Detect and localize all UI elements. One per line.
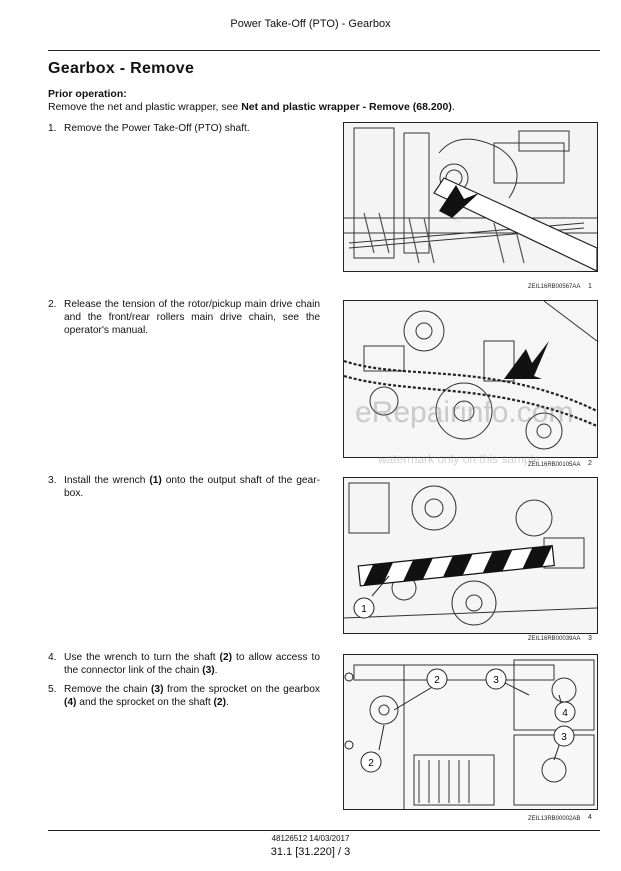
figure-1-number: 1 <box>588 283 592 290</box>
step-number: 1. <box>48 123 57 134</box>
watermark-note: watermark only on this sample <box>378 452 541 466</box>
callout-4: 4 <box>562 708 568 719</box>
figure-1-image <box>343 122 598 272</box>
figure-4-number: 4 <box>588 814 592 821</box>
figure-4-code: ZEIL13RB00002AB <box>528 816 581 822</box>
footer-doc: 48126512 14/03/2017 <box>271 834 350 843</box>
figure-2-number: 2 <box>588 460 592 467</box>
watermark-logo-text: eRepairinfo.com <box>355 396 574 429</box>
prior-label: Prior operation: <box>48 88 127 100</box>
step-number: 3. <box>48 475 57 486</box>
prior-text-after: . <box>451 101 455 113</box>
figure-2-image <box>343 300 598 458</box>
callout-2-top: 2 <box>434 675 440 686</box>
step-text: Install the wrench (1) onto the output shaft of the gear-box. <box>64 475 320 499</box>
callout-2-left: 2 <box>368 758 374 769</box>
step-text: Use the wrench to turn the shaft (2) to allow access to the connector link of the chain (3). <box>64 652 320 676</box>
figure-3-image <box>343 477 598 634</box>
step-2 <box>48 298 320 337</box>
figure-3-code: ZEIL16RB00039AA <box>528 636 581 642</box>
step-number: 2. <box>48 299 57 310</box>
callout-1: 1 <box>361 604 367 615</box>
step-4 <box>48 651 320 677</box>
figure-4-image <box>343 654 598 810</box>
step-1 <box>48 122 320 135</box>
header-rule <box>48 50 600 51</box>
callout-3-right: 3 <box>561 732 567 743</box>
prior-operation <box>48 88 455 114</box>
footer-rule <box>48 830 600 831</box>
prior-text-before: Remove the net and plastic wrapper, see <box>48 101 242 113</box>
callout-3-top: 3 <box>493 675 499 686</box>
step-number: 4. <box>48 652 57 663</box>
figure-1-code: ZEIL16RB00567AA <box>528 284 581 290</box>
figure-2-code: ZEIL16RB00105AA <box>528 462 581 468</box>
footer-page: 31.1 [31.220] / 3 <box>270 846 351 858</box>
step-text: Remove the Power Take-Off (PTO) shaft. <box>64 123 250 134</box>
prior-link[interactable]: Net and plastic wrapper - Remove (68.200) <box>241 101 452 113</box>
figure-3-number: 3 <box>588 635 592 642</box>
page-header: Power Take-Off (PTO) - Gearbox <box>230 18 391 30</box>
step-text: Remove the chain (3) from the sprocket on the gearbox (4) and the sprocket on the shaft (2). <box>64 684 320 708</box>
step-3 <box>48 474 320 500</box>
section-title: Gearbox - Remove <box>48 60 195 77</box>
step-5 <box>48 683 320 709</box>
step-text: Release the tension of the rotor/pickup main drive chain and the front/rear rollers main drive chain, see the operator's manual. <box>64 299 320 336</box>
step-number: 5. <box>48 684 57 695</box>
